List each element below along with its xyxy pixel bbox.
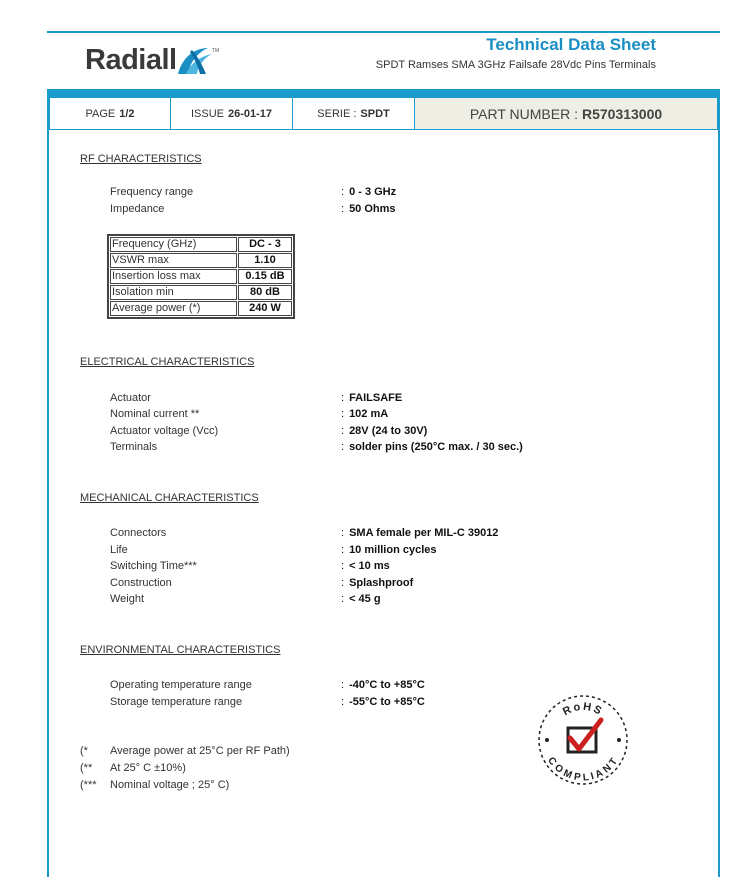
- footnote-text: Average power at 25°C per RF Path): [110, 745, 290, 757]
- table-row: [110, 237, 292, 252]
- spec-value: : solder pins (250°C max. / 30 sec.): [341, 441, 523, 453]
- rf-table: [107, 234, 295, 319]
- footnote-text: At 25° C ±10%): [110, 762, 186, 774]
- footnote-mark: (***: [80, 779, 97, 791]
- spec-value: : 102 mA: [341, 408, 389, 420]
- table-cell-value: 80 dB: [238, 285, 292, 300]
- electrical-heading: ELECTRICAL CHARACTERISTICS: [80, 356, 255, 368]
- serie-cell: [293, 97, 415, 130]
- spec-value: : < 45 g: [341, 593, 381, 605]
- mechanical-heading: MECHANICAL CHARACTERISTICS: [80, 492, 259, 504]
- spec-label: Nominal current **: [110, 408, 200, 420]
- brand-logo-icon: [172, 44, 220, 78]
- spec-value: : FAILSAFE: [341, 392, 403, 404]
- environmental-heading: ENVIRONMENTAL CHARACTERISTICS: [80, 644, 281, 656]
- table-cell-param: Frequency (GHz): [110, 237, 237, 252]
- table-cell-param: Isolation min: [110, 285, 237, 300]
- table-cell-value: 240 W: [238, 301, 292, 316]
- part-number-value: R570313000: [581, 105, 663, 122]
- rf-heading: RF CHARACTERISTICS: [80, 153, 202, 165]
- spec-value: : -40°C to +85°C: [341, 679, 425, 691]
- spec-label: Terminals: [110, 441, 158, 453]
- spec-label: Life: [110, 544, 128, 556]
- spec-value: : 10 million cycles: [341, 544, 437, 556]
- spec-value: : 50 Ohms: [341, 203, 396, 215]
- page-label: PAGE: [85, 107, 116, 120]
- spec-label: Construction: [110, 577, 172, 589]
- spec-label: Operating temperature range: [110, 679, 252, 691]
- spec-label: Weight: [110, 593, 145, 605]
- rohs-compliant-badge-icon: [537, 694, 629, 786]
- part-number-cell: [415, 97, 718, 130]
- spec-label: Connectors: [110, 527, 167, 539]
- spec-label: Actuator: [110, 392, 151, 404]
- svg-text:TM: TM: [212, 48, 220, 54]
- table-row: [110, 285, 292, 300]
- info-bar: [49, 97, 718, 130]
- page-cell: [49, 97, 171, 130]
- table-row: [110, 253, 292, 268]
- table-cell-param: Average power (*): [110, 301, 237, 316]
- spec-value: : 0 - 3 GHz: [341, 186, 397, 198]
- spec-value: : 28V (24 to 30V): [341, 425, 428, 437]
- spec-label: Storage temperature range: [110, 696, 243, 708]
- issue-label: ISSUE: [190, 107, 224, 120]
- spec-value: : Splashproof: [341, 577, 414, 589]
- table-row: [110, 301, 292, 316]
- issue-cell: [171, 97, 293, 130]
- spec-label: Impedance: [110, 203, 165, 215]
- footnote-mark: (**: [80, 762, 93, 774]
- table-row: [110, 269, 292, 284]
- document-title: Technical Data Sheet: [486, 35, 656, 54]
- spec-label: Actuator voltage (Vcc): [110, 425, 219, 437]
- svg-text:RoHS: RoHS: [560, 700, 606, 719]
- spec-value: : < 10 ms: [341, 560, 390, 572]
- spec-label: Switching Time***: [110, 560, 197, 572]
- top-rule: [47, 31, 720, 33]
- table-cell-param: VSWR max: [110, 253, 237, 268]
- spec-value: : -55°C to +85°C: [341, 696, 425, 708]
- table-cell-value: 1.10: [238, 253, 292, 268]
- page-value: 1/2: [119, 107, 135, 120]
- brand-logo-text: Radiall: [85, 44, 177, 76]
- table-cell-param: Insertion loss max: [110, 269, 237, 284]
- spec-label: Frequency range: [110, 186, 194, 198]
- table-cell-value: 0.15 dB: [238, 269, 292, 284]
- serie-label: SERIE :: [317, 107, 357, 120]
- footnote-text: Nominal voltage ; 25° C): [110, 779, 230, 791]
- table-cell-value: DC - 3: [238, 237, 292, 252]
- serie-value: SPDT: [360, 107, 390, 120]
- svg-text:COMPLIANT: COMPLIANT: [545, 755, 621, 784]
- issue-value: 26-01-17: [227, 107, 273, 120]
- spec-value: : SMA female per MIL-C 39012: [341, 527, 499, 539]
- document-subtitle: SPDT Ramses SMA 3GHz Failsafe 28Vdc Pins Terminals: [375, 59, 656, 71]
- footnote-mark: (*: [80, 745, 88, 757]
- part-number-label: PART NUMBER :: [469, 105, 578, 122]
